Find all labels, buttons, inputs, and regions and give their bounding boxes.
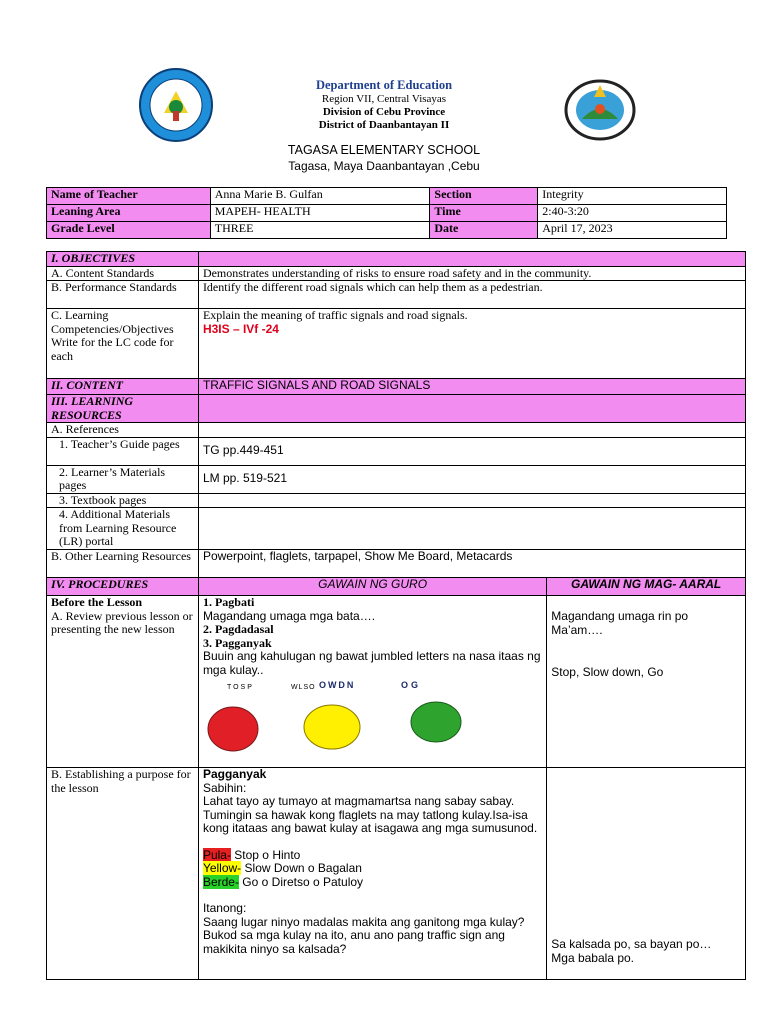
- itanong-label: Itanong:: [202, 901, 247, 915]
- references-fill: [198, 423, 745, 438]
- date-label: Date: [430, 222, 538, 239]
- before-sub: A. Review previous lesson or presenting the new lesson: [51, 608, 193, 636]
- jumbled-word: WLSO: [290, 684, 316, 691]
- question-text: Saang lugar ninyo madalas makita ang ganitong mga kulay? Bukod sa mga kulay na ito, anu ano pang traffic sign ang makikita ninyo sa kalsada?: [202, 914, 525, 956]
- other-value: Powerpoint, flaglets, tarpapel, Show Me Board, Metacards: [198, 550, 745, 578]
- department-title: Department of Education: [315, 78, 453, 92]
- content-std-label: A. Content Standards: [47, 266, 199, 281]
- pula-meaning: Stop o Hinto: [230, 847, 301, 862]
- section-value: Integrity: [538, 188, 727, 205]
- jumbled-word: OWDN: [318, 680, 356, 690]
- district-text: District of Daanbantayan II: [318, 119, 450, 131]
- red-circle: [208, 707, 258, 751]
- purpose-title: Pagganyak: [202, 767, 267, 781]
- perf-std-value: Identify the different road signals which can help them as a pedestrian.: [198, 281, 745, 309]
- aaral-heading: GAWAIN NG MAG- AARAL: [547, 578, 746, 596]
- textbook-value: [198, 493, 745, 508]
- area-label: Leaning Area: [47, 205, 211, 222]
- division-text: Division of Cebu Province: [322, 106, 446, 118]
- yellow-line: [203, 862, 542, 876]
- green-circle: [411, 702, 461, 742]
- greeting-text: Magandang umaga mga bata….: [202, 608, 376, 623]
- additional-label: 4. Additional Materials from Learning Resource (LR) portal: [47, 508, 199, 550]
- lesson-plan-table: [46, 251, 746, 980]
- student-answer: Stop, Slow down, Go: [551, 665, 664, 679]
- guro-heading: GAWAIN NG GURO: [198, 578, 546, 596]
- procedures-heading: IV. PROCEDURES: [47, 578, 199, 596]
- berde-meaning: Go o Diretso o Patuloy: [238, 874, 364, 889]
- before-title: Before the Lesson: [51, 595, 143, 609]
- objectives-heading: I. OBJECTIVES: [47, 252, 199, 267]
- resources-heading-fill: [198, 395, 745, 423]
- content-heading: II. CONTENT: [47, 379, 199, 395]
- additional-value: [198, 508, 745, 550]
- before-label-cell: [47, 596, 199, 768]
- other-label: B. Other Learning Resources: [47, 550, 199, 578]
- purpose-label: B. Establishing a purpose for the lesson: [47, 768, 199, 980]
- pagbati-heading: 1. Pagbati: [202, 595, 255, 609]
- content-value: TRAFFIC SIGNALS AND ROAD SIGNALS: [198, 379, 745, 395]
- grade-value: THREE: [210, 222, 430, 239]
- content-std-value: Demonstrates understanding of risks to ensure road safety and in the community.: [198, 266, 745, 281]
- lc-label-cell: [47, 309, 199, 379]
- yellow-circle: [304, 705, 360, 749]
- berde-line: [203, 876, 542, 890]
- textbook-label: 3. Textbook pages: [47, 493, 199, 508]
- yellow-label: Yellow-: [202, 861, 242, 875]
- lm-label: 2. Learner’s Materials pages: [47, 465, 199, 493]
- pagganyak-heading: 3. Pagganyak: [202, 635, 272, 650]
- purpose-student-cell: [547, 768, 746, 980]
- tg-label: 1. Teacher’s Guide pages: [47, 437, 199, 465]
- purpose-text: Lahat tayo ay tumayo at magmamartsa nang sabay sabay. Tumingin sa hawak kong flaglets na may tatlong kulay.Isa-isa kong itataas ang bawat kulay at isagawa ang mga sumusunod.: [202, 794, 538, 835]
- berde-label: Berde-: [202, 874, 239, 889]
- jumbled-word: TOSP: [226, 684, 254, 691]
- lc-cell: [198, 309, 745, 379]
- references-label: A. References: [47, 423, 199, 438]
- teacher-value: Anna Marie B. Gulfan: [210, 188, 430, 205]
- region-text: Region VII, Central Visayas: [321, 93, 447, 105]
- purpose-teacher-cell: [198, 768, 546, 980]
- info-table: [46, 187, 727, 239]
- section-label: Section: [430, 188, 538, 205]
- before-teacher-cell: [198, 596, 546, 768]
- school-address: Tagasa, Maya Daanbantayan ,Cebu: [288, 159, 480, 173]
- resources-heading: III. LEARNING RESOURCES: [47, 395, 199, 423]
- school-name: TAGASA ELEMENTARY SCHOOL: [287, 143, 481, 157]
- lc-label: C. Learning Competencies/Objectives: [51, 308, 174, 336]
- answer-two: Mga babala po.: [551, 950, 635, 965]
- pagdadasal-heading: 2. Pagdadasal: [202, 622, 274, 636]
- grade-label: Grade Level: [47, 222, 211, 239]
- tg-value: TG pp.449-451: [198, 437, 745, 465]
- lm-value: LM pp. 519-521: [198, 465, 745, 493]
- lc-code-note: Write for the LC code for each: [51, 335, 174, 363]
- traffic-color-circles: [203, 693, 543, 763]
- jumbled-words: [203, 677, 542, 763]
- answer-one: Sa kalsada po, sa bayan po…: [551, 937, 712, 951]
- time-value: 2:40-3:20: [538, 205, 727, 222]
- time-label: Time: [430, 205, 538, 222]
- area-value: MAPEH- HEALTH: [210, 205, 430, 222]
- date-value: April 17, 2023: [538, 222, 727, 239]
- jumbled-word: OG: [400, 680, 421, 690]
- student-greeting: Magandang umaga rin po Ma’am….: [551, 609, 689, 637]
- before-student-cell: [547, 596, 746, 768]
- sabihin-label: Sabihin:: [202, 780, 247, 795]
- objectives-heading-fill: [198, 252, 745, 267]
- yellow-meaning: Slow Down o Bagalan: [241, 861, 362, 875]
- pula-label: Pula-: [202, 847, 231, 862]
- pula-line: [203, 849, 542, 863]
- lc-code: H3IS – IVf -24: [202, 321, 279, 336]
- instruction-text: Buuin ang kahulugan ng bawat jumbled letters na nasa itaas ng mga kulay..: [202, 649, 541, 677]
- lc-text: Explain the meaning of traffic signals and road signals.: [202, 308, 468, 322]
- teacher-label: Name of Teacher: [47, 188, 211, 205]
- perf-std-label: B. Performance Standards: [47, 281, 199, 309]
